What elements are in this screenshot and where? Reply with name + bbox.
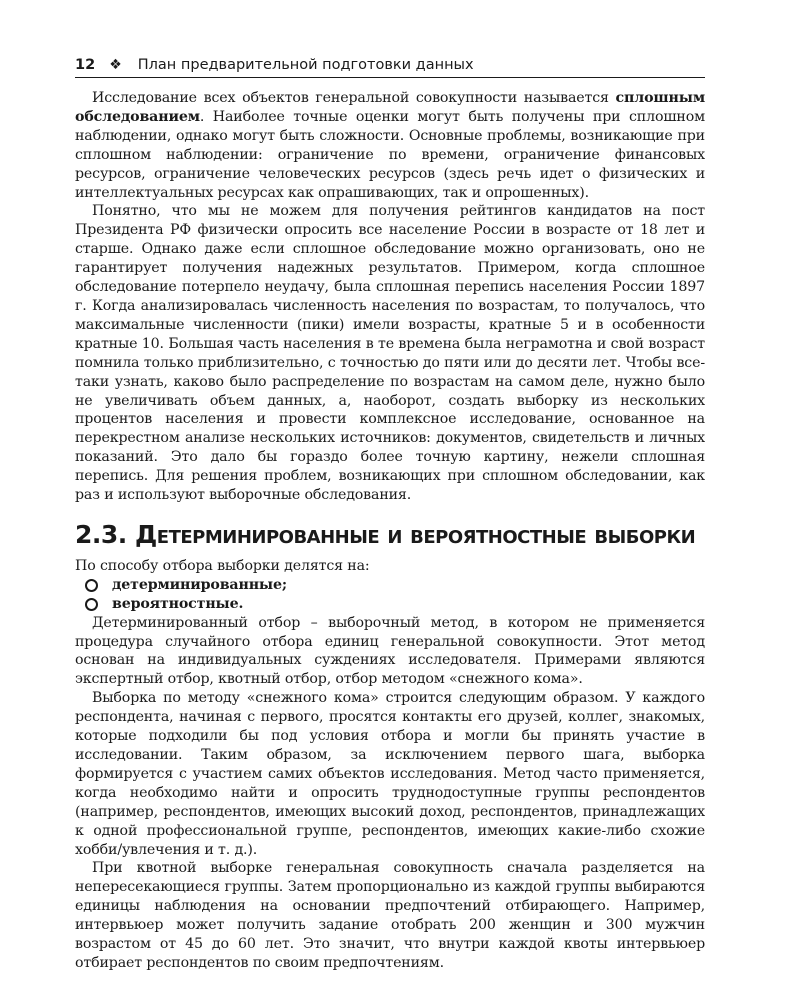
running-title: План предварительной подготовки данных <box>137 57 474 73</box>
page-body <box>75 89 705 973</box>
list-item-punct: . <box>238 595 244 612</box>
ring-bullet-icon <box>85 598 98 611</box>
ring-bullet-icon <box>85 579 98 592</box>
section-heading <box>75 519 705 551</box>
paragraph-1 <box>75 89 705 202</box>
list-item <box>85 576 705 595</box>
paragraph-1-start: Исследование всех объектов генеральной совокупности называется <box>92 90 616 106</box>
sample-types-list <box>75 576 705 614</box>
paragraph-2: Понятно, что мы не можем для получения рейтингов кандидатов на пост Президента РФ физически опросить все население России в возрасте от 18 лет и старше. Однако даже если сплошное обследование можно организовать, оно не гарантирует получения надежных результатов. Примером, когда сплошное обследование потерпело неудачу, была сплошная перепись населения России 1897 г. Когда анализировалась численность населения по возрастам, то получалось, что максимальные численности (пики) имели возрасты, кратные 5 и в особенности кратные 10. Большая часть населения в те времена была неграмотна и свой возраст помнила только приблизительно, с точностью до пяти или до десяти лет. Чтобы все-таки узнать, каково было распределение по возрастам на самом деле, нужно было не увеличивать объем данных, а, наоборот, создать выборку из нескольких процентов населения и провести комплексное исследование, основанное на перекрестном анализе нескольких источников: документов, свидетельств и личных показаний. Это дало бы гораздо более точную картину, нежели сплошная перепись. Для решения проблем, возникающих при сплошном обследовании, как раз и используют выборочные обследования. <box>75 203 705 504</box>
list-item-punct: ; <box>281 576 287 593</box>
ornament-separator: ❖ <box>109 57 122 73</box>
list-intro: По способу отбора выборки делятся на: <box>75 557 370 574</box>
paragraph-1-rest: . Наиболее точные оценки могут быть получены при сплошном наблюдении, однако могут быть сложности. Основные проблемы, возникающие при сплошном наблюдении: ограничение по времени, ограничение финансовых ресурсов, ограничение человеческих ресурсов (здесь речь идет о физических и интеллектуальных ресурсах как опрашивающих, так и опрошенных). <box>75 108 705 201</box>
running-header <box>75 50 705 78</box>
page-number: 12 <box>75 57 96 73</box>
section-number: 2.3. <box>75 519 127 549</box>
list-item <box>85 595 705 614</box>
term-full-survey: сплошным обследованием <box>75 90 705 125</box>
paragraph-3: Детерминированный отбор – выборочный метод, в котором не применяется процедура случайного отбора единиц генеральной совокупности. Этот метод основан на индивидуальных суждениях исследователя. Примерами являются экспертный отбор, квотный отбор, отбор методом «снежного кома». <box>75 614 705 688</box>
paragraph-5: При квотной выборке генеральная совокупность сначала разделяется на непересекающиеся группы. Затем пропорционально из каждой группы выбираются единицы наблюдения на основании предпочтений отбирающего. Например, интервьюер может получить задание отобрать 200 женщин и 300 мужчин возрастом от 45 до 60 лет. Это значит, что внутри каждой квоты интервьюер отбирает респондентов по своим предпочтениям. <box>75 860 705 971</box>
list-item-text: детерминированные <box>112 576 282 593</box>
paragraph-4: Выборка по методу «снежного кома» строится следующим образом. У каждого респондента, начиная с первого, просятся контакты его друзей, коллег, знакомых, которые подходили бы под условия отбора и могли бы принять участие в исследовании. Таким образом, за исключением первого шага, выборка формируется с участием самих объектов исследования. Метод часто применяется, когда необходимо найти и опросить труднодоступные группы респондентов (например, респондентов, имеющих высокий доход, респондентов, принадлежащих к одной профессиональной группе, респондентов, имеющих какие-либо схожие хобби/увлечения и т. д.). <box>75 690 705 858</box>
section-title: Детерминированные и вероятностные выборки <box>135 519 696 549</box>
list-item-text: вероятностные <box>112 595 239 612</box>
